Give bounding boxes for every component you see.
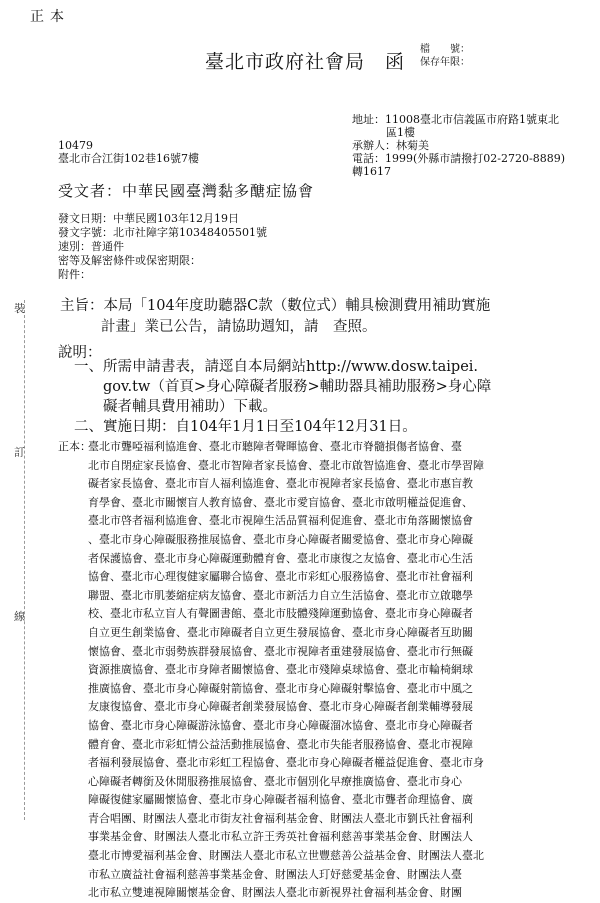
cc-line: 臺北市啓者福利協進會、臺北市視障生活品質福利促進會、臺北市角落關懷協會 — [88, 514, 473, 528]
subject-line1: 主旨：本局「104年度助聽器C款（數位式）輔具檢測費用補助實施 — [60, 298, 491, 314]
cc-line: 障礙復健家屬關懷協會、臺北市身心障礙者福利協會、臺北市聾者命理協會、廣 — [88, 793, 473, 807]
cc-line: 臺北市博愛福利基金會、財團法人臺北市私立世豐慈善公益基金會、財團法人臺北 — [88, 849, 484, 863]
cc-line: 臺北市聾啞福利協進會、臺北市聽障者聲暉協會、臺北市脊髓損傷者協會、臺 — [88, 440, 462, 453]
phone-line2: 轉1617 — [352, 165, 391, 178]
phone-line1: 電話：1999(外縣市請撥打02-2720-8889) — [352, 152, 565, 165]
issue-number: 發文字號：北市社障字第10348405501號 — [58, 226, 267, 239]
cc-line: 推廣協會、臺北市身心障礙射箭協會、臺北市身心障礙射擊協會、臺北市中風之 — [88, 681, 473, 695]
handler: 承辦人：林菊美 — [352, 139, 429, 152]
cc-line: 友康復協會、臺北市身心障礙者創業發展協會、臺北市身心障礙者創業輔導發展 — [88, 700, 473, 714]
recipient-zip: 10479 — [58, 139, 93, 152]
sender-address-line2: 區1樓 — [386, 126, 415, 139]
cc-line: 者福利發展協會、臺北市彩虹工程協會、臺北市身心障礙者權益促進會、臺北市身 — [88, 756, 484, 770]
cc-line: 懷協會、臺北市弱勢族群發展協會、臺北市視障者重建發展協會、臺北市行無礙 — [88, 644, 473, 658]
cc-line: 自立更生創業協會、臺北市障礙者自立更生發展協會、臺北市身心障礙者互助關 — [88, 625, 473, 639]
subject-line2: 計畫」業已公告，請協助週知，請 查照。 — [101, 319, 377, 335]
explanation-title: 說明： — [58, 345, 102, 361]
cc-line: 礙者家長協會、臺北市盲人福利協進會、臺北市視障者家長協會、臺北市惠盲教 — [88, 477, 473, 491]
cc-line: 育學會、臺北市關懷盲人教育協會、臺北市愛盲協會、臺北市啟明權益促進會、 — [88, 495, 473, 509]
document-title: 臺北市政府社會局 函 — [205, 51, 406, 73]
side-label-line: 線 — [14, 610, 25, 623]
cc-line: 體育會、臺北市彩虹情公益活動推展協會、臺北市失能者服務協會、臺北市視障 — [88, 737, 473, 751]
copy-mark: 正本 — [30, 9, 70, 25]
cc-line: 資源推廣協會、臺北市身障者關懷協會、臺北市殘障桌球協會、臺北市輪椅網球 — [88, 663, 473, 677]
sender-address-line1: 地址：11008臺北市信義區市府路1號東北 — [352, 113, 559, 126]
binding-line — [24, 300, 25, 820]
explanation-item1-line2: gov.tw（首頁>身心障礙者服務>輔助器具補助服務>身心障 — [103, 379, 492, 395]
recipient: 受文者：中華民國臺灣黏多醣症協會 — [58, 182, 315, 200]
archive-number: 檔 號： — [420, 44, 470, 55]
recipient-street: 臺北市合江街102巷16號7樓 — [58, 152, 199, 165]
speed: 速別：普通件 — [58, 240, 124, 253]
cc-line: 校、臺北市私立盲人有聲圖書館、臺北市肢體殘障運動協會、臺北市身心障礙者 — [88, 607, 473, 621]
issue-date: 發文日期：中華民國103年12月19日 — [58, 212, 239, 225]
subject — [60, 296, 490, 338]
security-level: 密等及解密條件或保密期限： — [58, 254, 201, 267]
cc-line: 者保護協會、臺北市身心障礙運動體育會、臺北市康復之友協會、臺北市心生活 — [88, 551, 473, 565]
explanation-item2: 二、實施日期：自104年1月1日至104年12月31日。 — [74, 419, 417, 435]
cc-label: 正本： — [58, 440, 91, 453]
cc-line: 聯盟、臺北市肌萎縮症病友協會、臺北市新活力自立生活協會、臺北市立啟聰學 — [88, 588, 473, 602]
cc-line: 北市自閉症家長協會、臺北市智障者家長協會、臺北市啟智協進會、臺北市學習障 — [88, 458, 484, 472]
cc-line: 市私立廣益社會福利慈善事業基金會、財團法人玎妤慈愛基金會、財團法人臺 — [88, 867, 462, 881]
cc-line: 協會、臺北市身心障礙游泳協會、臺北市身心障礙溜冰協會、臺北市身心障礙者 — [88, 718, 473, 732]
explanation-items — [74, 357, 491, 437]
attachment: 附件： — [58, 268, 91, 281]
cc-line: 協會、臺北市心理復健家屬聯合協會、臺北市彩虹心服務協會、臺北市社會福利 — [88, 570, 473, 584]
cc-list — [88, 438, 583, 903]
side-label-order: 訂 — [14, 446, 25, 459]
cc-line: 、臺北市身心障礙服務推展協會、臺北市身心障礙者關愛協會、臺北市身心障礙 — [88, 532, 473, 546]
explanation-item1-line3: 礙者輔具費用補助）下載。 — [103, 399, 277, 415]
cc-line: 青合唱團、財團法人臺北市街友社會福利基金會、財團法人臺北市劉氏社會福利 — [88, 811, 473, 825]
cc-line: 心障礙者轉銜及休閒服務推展協會、臺北市個別化早療推廣協會、臺北市身心 — [88, 774, 462, 788]
cc-line: 北市私立雙連視障關懷基金會、財團法人臺北市新視界社會福利基金會、財團 — [88, 886, 462, 900]
side-label-binding: 裝 — [14, 302, 25, 315]
cc-line: 事業基金會、財團法人臺北市私立許王秀英社會福利慈善事業基金會、財團法人 — [88, 830, 473, 844]
explanation-item1-line1: 一、所需申請書表，請逕自本局網站http://www.dosw.taipei. — [74, 359, 479, 375]
retention-period: 保存年限： — [420, 57, 470, 68]
